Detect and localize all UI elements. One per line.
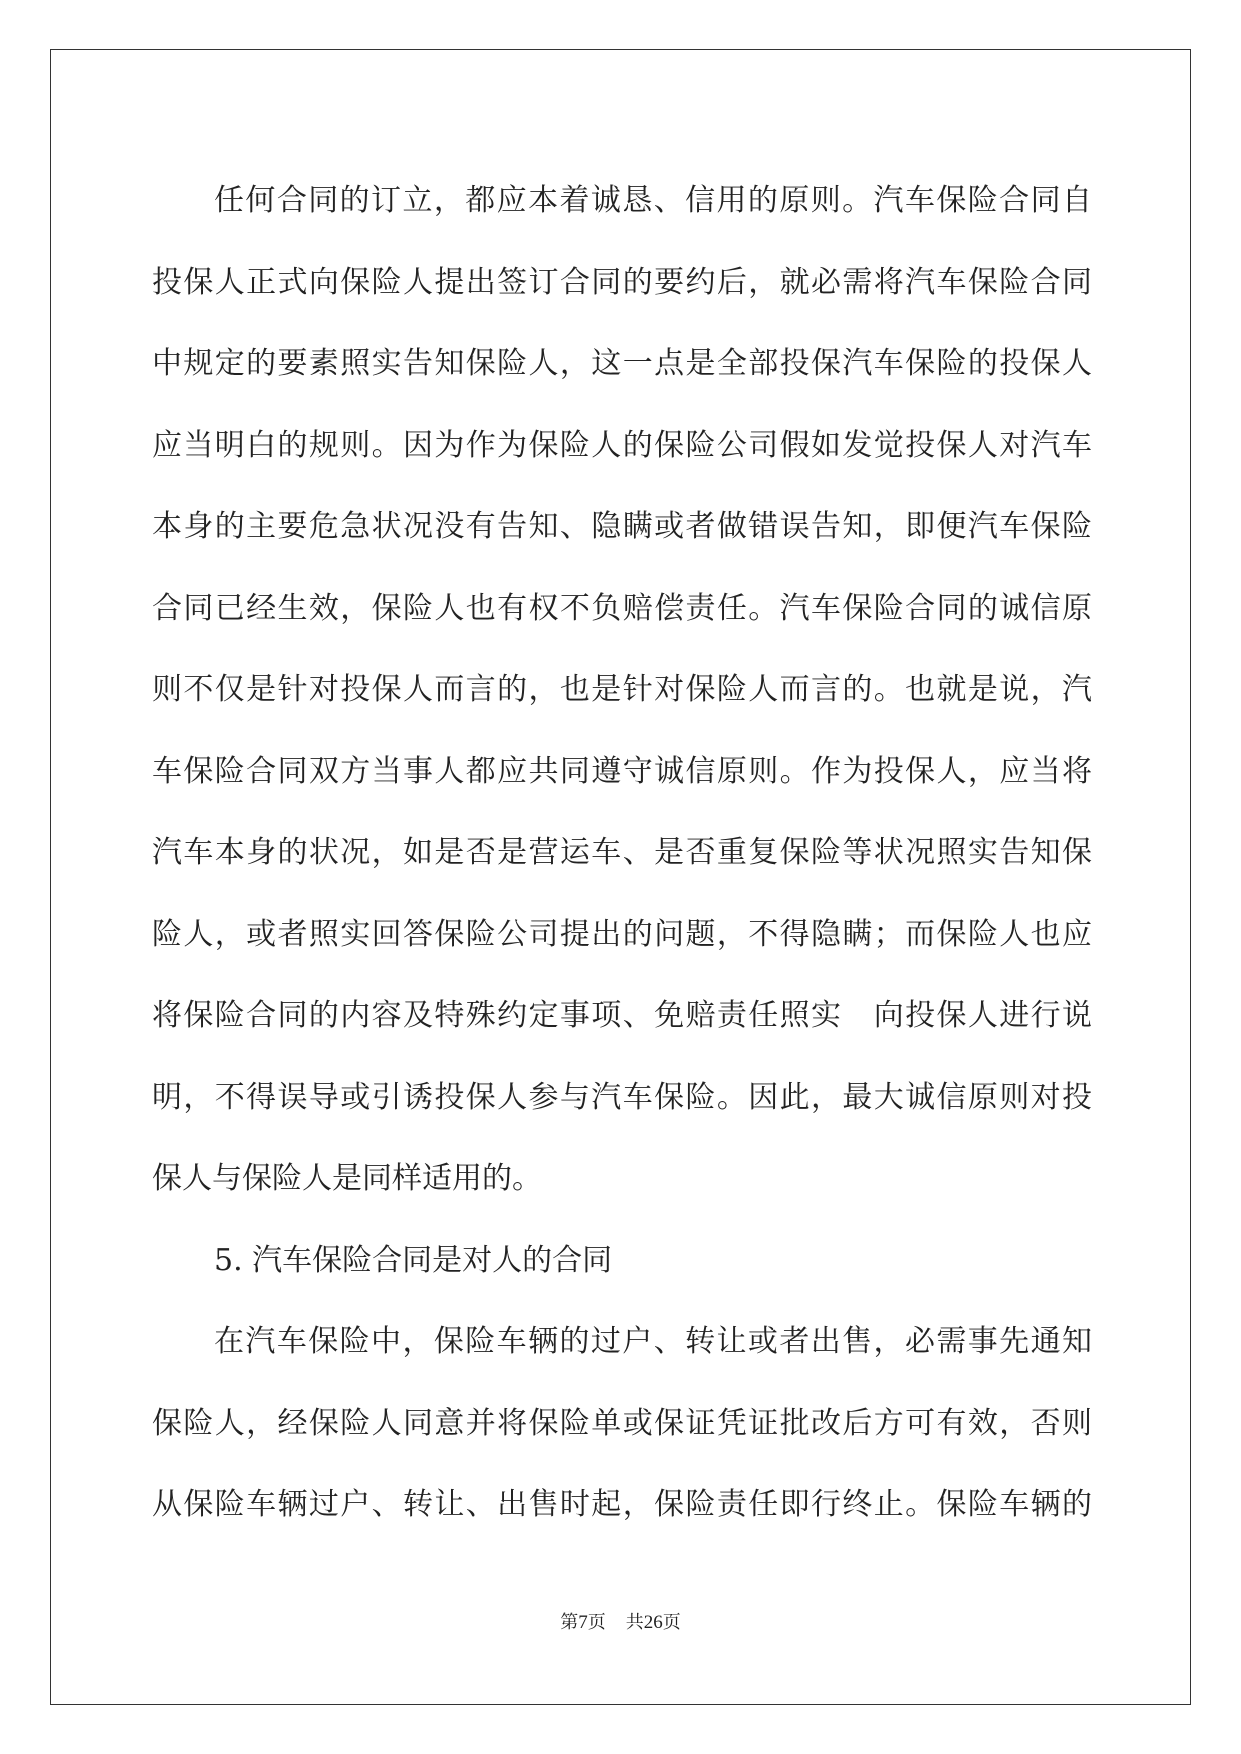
text-line: 明，不得误导或引诱投保人参与汽车保险。因此，最大诚信原则对投 xyxy=(152,1079,1092,1115)
total-unit: 页 xyxy=(662,1612,681,1633)
text-line: 从保险车辆过户、转让、出售时起，保险责任即行终止。保险车辆的 xyxy=(152,1487,1092,1522)
text-line: 保人与保险人是同样适用的。 xyxy=(152,1161,542,1196)
page-footer xyxy=(0,1608,1241,1634)
text-line: 在汽车保险中，保险车辆的过户、转让或者出售，必需事先通知 xyxy=(214,1324,1092,1359)
total-pages: 26 xyxy=(643,1612,663,1633)
text-line: 车保险合同双方当事人都应共同遵守诚信原则。作为投保人，应当将 xyxy=(152,753,1092,789)
page-unit: 页 xyxy=(587,1612,606,1633)
text-line: 将保险合同的内容及特殊约定事项、免赔责任照实 向投保人进行说 xyxy=(152,998,1092,1033)
text-line: 险人，或者照实回答保险公司提出的问题，不得隐瞒；而保险人也应 xyxy=(152,916,1092,952)
text-line: 汽车本身的状况，如是否是营运车、是否重复保险等状况照实告知保 xyxy=(152,835,1092,870)
text-line: 合同已经生效，保险人也有权不负赔偿责任。汽车保险合同的诚信原 xyxy=(152,590,1092,626)
text-line: 投保人正式向保险人提出签订合同的要约后，就必需将汽车保险合同 xyxy=(152,264,1092,300)
text-line: 则不仅是针对投保人而言的，也是针对保险人而言的。也就是说，汽 xyxy=(152,672,1092,707)
text-line: 本身的主要危急状况没有告知、隐瞒或者做错误告知，即便汽车保险 xyxy=(152,509,1092,544)
total-prefix: 共 xyxy=(625,1612,644,1633)
text-line: 中规定的要素照实告知保险人，这一点是全部投保汽车保险的投保人 xyxy=(152,346,1092,381)
footer-prefix: 第 xyxy=(560,1612,579,1633)
text-line: 应当明白的规则。因为作为保险人的保险公司假如发觉投保人对汽车 xyxy=(152,427,1092,463)
page-number: 7 xyxy=(578,1612,588,1633)
section-heading: 5. 汽车保险合同是对人的合同 xyxy=(214,1242,613,1278)
text-line: 任何合同的订立，都应本着诚恳、信用的原则。汽车保险合同自 xyxy=(214,183,1092,218)
text-line: 保险人，经保险人同意并将保险单或保证凭证批改后方可有效，否则 xyxy=(152,1405,1092,1441)
document-body xyxy=(152,160,1092,1546)
